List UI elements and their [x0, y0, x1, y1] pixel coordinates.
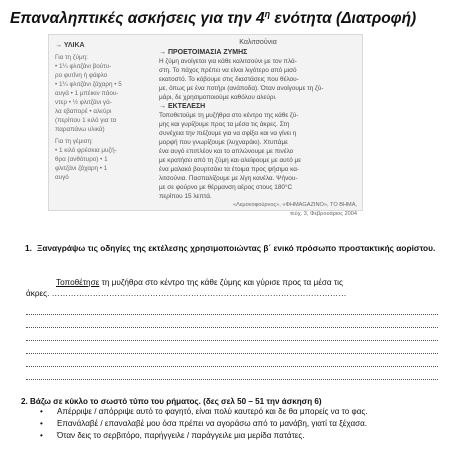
- question-1-text: Ξαναγράψω τις οδηγίες της εκτέλεσης χρησιμοποιώντας β΄ ενικό πρόσωπο προστακτικής αορίστου.: [37, 243, 436, 253]
- filling-line: φλιτζάνι ζάχαρη • 1: [55, 165, 108, 172]
- bullet-icon: •: [40, 407, 43, 416]
- prep-line: στη. Το πάχος πρέπει να είναι λιγότερο από μισό: [159, 67, 297, 74]
- exec-line: μης και γυρίζουμε προς τα μέσα τις άκρες. Στη: [159, 121, 290, 128]
- page-title: [10, 9, 443, 28]
- answer-line-2: άκρες. ………………………………………………………………………………………………: [26, 289, 347, 298]
- answer-underlined-verb: Τοποθέτησε: [56, 278, 100, 287]
- writing-line[interactable]: [26, 340, 438, 341]
- ingredient-line: αυγά • 1 μπέικιν πάου-: [55, 90, 119, 97]
- recipe-caption: Καλιτσούνια: [239, 39, 277, 46]
- writing-line[interactable]: [26, 327, 438, 328]
- title-superscript: η: [264, 9, 271, 19]
- ingredient-line: ντερ • ½ φλιτζάνι γά-: [55, 99, 112, 106]
- filling-line: αυγό: [55, 174, 69, 181]
- list-item-text: Όταν δεις το σερβιτόρο, παρήγγειλε / παράγγειλε μια μερίδα πατάτες.: [57, 431, 305, 440]
- question-2: 2. Βάζω σε κύκλο το σωστό τύπο του ρήματος. (δες σελ 50 – 51 την άσκηση 6): [21, 397, 322, 406]
- recipe-instructions: [159, 38, 357, 218]
- exec-line: με σε φούρνο με θέρμανση αέρος στους 180°C: [159, 184, 293, 191]
- ingredient-line: παραπάνω υλικά): [55, 126, 105, 133]
- exec-line: Τοποθετούμε τη μυζήθρα στο κέντρο της κάθε ζύ-: [159, 112, 299, 119]
- question-1-number: 1.: [25, 243, 32, 253]
- prep-heading: → ΠΡΟΕΤΟΙΜΑΣΙΑ ΖΥΜΗΣ: [159, 49, 248, 56]
- filling-line: • 1 κιλό φρέσκια μυζή-: [55, 147, 117, 154]
- writing-line[interactable]: [26, 366, 438, 367]
- list-item-text: Επανάλαβέ / επαναλαβέ μου όσα πρέπει να αγοράσω από το μανάβη, γιατί τα ξέχασα.: [57, 419, 368, 428]
- exec-line: λιτσούνια. Πασπαλίζουμε με λίγη κανέλα. Ψήνου-: [159, 175, 298, 182]
- answer-area: [26, 277, 438, 299]
- ingredient-line: ρο φυτίνη ή φάφλο: [55, 72, 108, 79]
- list-item-text: Απέρριψε / απόρριψε αυτό το φαγητό, είναι πολύ καυτερό και δε θα μπορείς να το φας.: [57, 407, 368, 416]
- recipe-image: [48, 34, 363, 217]
- exec-line: συνέχεια την πιέζουμε για να σφίξει και να γίνει η: [159, 130, 297, 137]
- answer-line-1: [26, 277, 438, 288]
- writing-line[interactable]: [26, 353, 438, 354]
- question-2-options: [38, 406, 440, 442]
- prep-line: μάρι, δε χρησιμοποιούμε καθόλου αλεύρι.: [159, 94, 277, 101]
- list-item[interactable]: [38, 418, 440, 429]
- bullet-icon: •: [40, 431, 43, 440]
- ingredient-line: λα εβαπορέ • αλεύρι: [55, 108, 112, 115]
- answer-line-1-text: τη μυζήθρα στο κέντρο της κάθε ζύμης και γύρισε προς τα μέσα τις: [99, 278, 343, 287]
- exec-heading: → ΕΚΤΕΛΕΣΗ: [159, 103, 206, 110]
- exec-line: ένα μαλακό βουρτσάκι τα έτοιμα προς ψήσιμο κα-: [159, 166, 300, 173]
- prep-line: εκατοστό. Το κόβουμε στις διαστάσεις που θέλου-: [159, 76, 299, 83]
- title-tail: ενότητα (Διατροφή): [270, 10, 417, 28]
- prep-line: με, όπως με ένα ποτήρι (ανάποδα). Όταν ανοίγουμε τη ζύ-: [159, 85, 324, 92]
- prep-line: Η ζύμη ανοίγεται για κάθε καλιτσούνι με τον πλά-: [159, 58, 297, 65]
- source-line: τεύχ. 3, Φεβρουάριος 2004: [289, 210, 357, 217]
- source-line: «Λεμονοφούρνος», «ΦΗΜAGAZINO», ΤΟ ΒΗΜΑ,: [233, 202, 357, 208]
- writing-line[interactable]: [26, 314, 438, 315]
- ingredient-line: • 1¼ φλιτζάνι βούτυ-: [55, 63, 112, 70]
- writing-line[interactable]: [26, 379, 438, 380]
- question-1: [25, 243, 437, 254]
- exec-line: ένα αυγό επιπλέον και το απλώνουμε με πινέλο: [159, 148, 294, 155]
- ingredients-heading: → ΥΛΙΚΑ: [55, 42, 85, 49]
- filling-line: θρα (ανθότυρο) • 1: [55, 156, 108, 163]
- exec-line: με κρατήσει από τη ζύμη και αλείφουμε με αυτό με: [159, 157, 302, 164]
- recipe-ingredients: [55, 39, 153, 182]
- ingredient-line: • 1¼ φλιτζάνι ζάχαρη • 5: [55, 81, 122, 88]
- exec-line: περίπου 15 λεπτά.: [159, 193, 212, 200]
- ingredient-line: Για τη ζύμη:: [55, 54, 88, 61]
- exec-line: μορφή που γνωρίζουμε (λυχναράκι). Χτυπάμε: [159, 139, 289, 146]
- list-item[interactable]: [38, 406, 440, 417]
- title-text: Επαναληπτικές ασκήσεις για την 4: [10, 10, 265, 28]
- ingredient-line: (περίπου 1 κιλό για τα: [55, 117, 117, 124]
- filling-line: Για τη γέμιση:: [55, 138, 93, 145]
- bullet-icon: •: [40, 419, 43, 428]
- list-item[interactable]: [38, 430, 440, 441]
